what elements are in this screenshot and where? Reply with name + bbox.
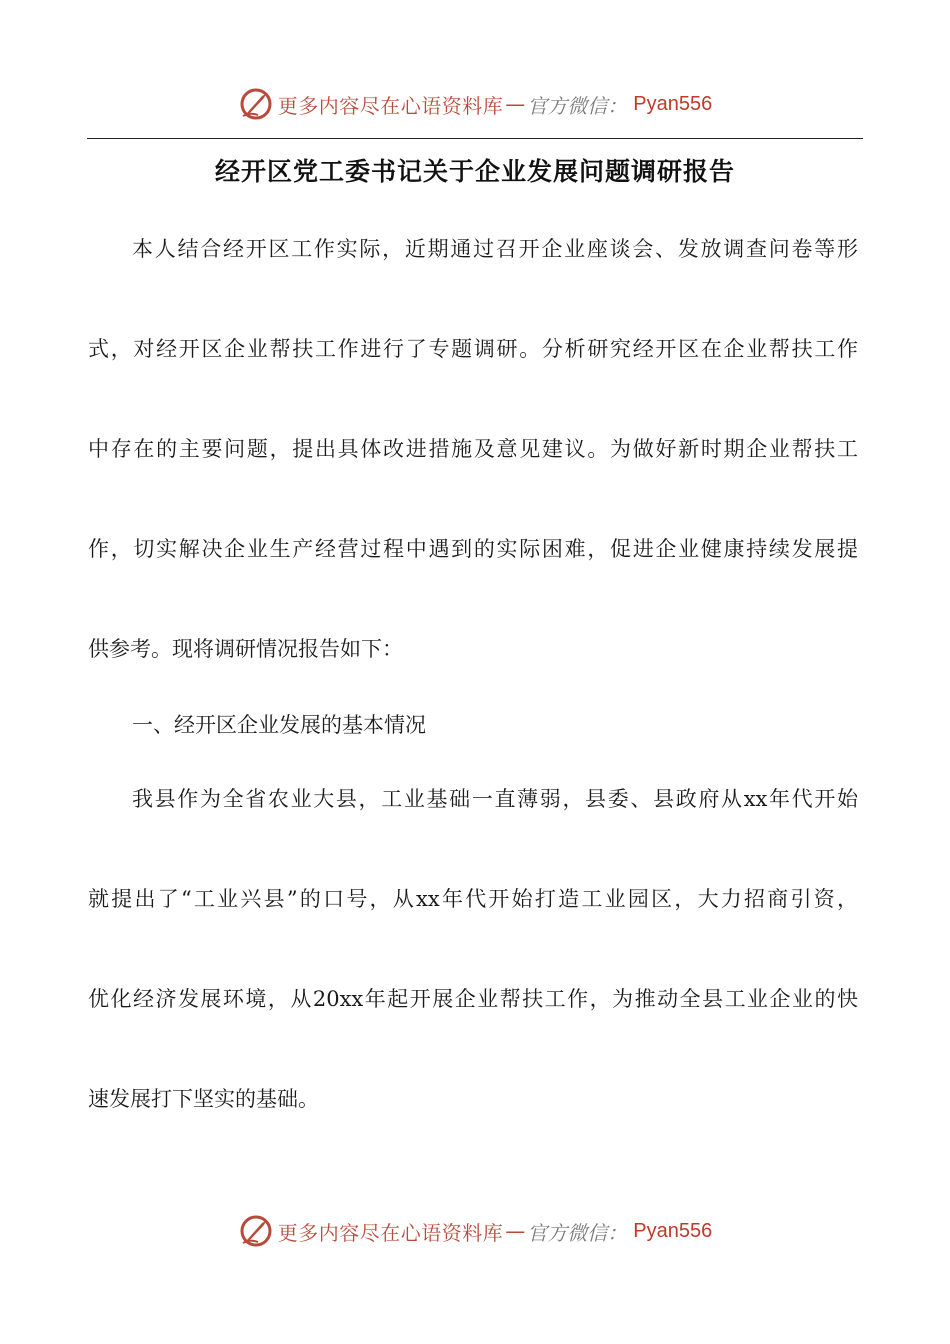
quill-pen-logo-icon [238,1213,274,1249]
footer-banner [0,1209,950,1253]
banner-separator: — [505,92,526,116]
body-line: 式，对经开区企业帮扶工作进行了专题调研。分析研究经开区在企业帮扶工作 [88,337,858,361]
document-title: 经开区党工委书记关于企业发展问题调研报告 [214,157,735,186]
body-line: 速发展打下坚实的基础。 [88,1087,319,1111]
body-line: 就提出了“工业兴县”的口号，从xx年代开始打造工业园区，大力招商引资， [88,887,858,911]
body-line: 供参考。现将调研情况报告如下： [88,637,403,661]
body-line: 本人结合经开区工作实际，近期通过召开企业座谈会、发放调查问卷等形 [132,237,858,261]
banner-wechat-id: Pyan556 [633,92,713,115]
banner-wechat-id: Pyan556 [633,1219,713,1242]
header-banner [0,82,950,126]
banner-text: 更多内容尽在心语资料库 [277,93,504,118]
body-line: 我县作为全省农业大县，工业基础一直薄弱，县委、县政府从xx年代开始 [132,787,858,811]
quill-pen-logo-icon [238,86,274,122]
section-heading: 一、经开区企业发展的基本情况 [132,713,426,737]
body-line: 优化经济发展环境，从20xx年起开展企业帮扶工作，为推动全县工业企业的快 [88,987,858,1011]
banner-official-label: 官方微信： [527,93,628,118]
banner-official-label: 官方微信： [527,1220,628,1245]
banner-separator: — [505,1219,526,1243]
body-line: 中存在的主要问题，提出具体改进措施及意见建议。为做好新时期企业帮扶工 [88,437,858,461]
body-line: 作，切实解决企业生产经营过程中遇到的实际困难，促进企业健康持续发展提 [88,537,858,561]
header-divider [87,138,863,139]
banner-text: 更多内容尽在心语资料库 [277,1220,504,1245]
